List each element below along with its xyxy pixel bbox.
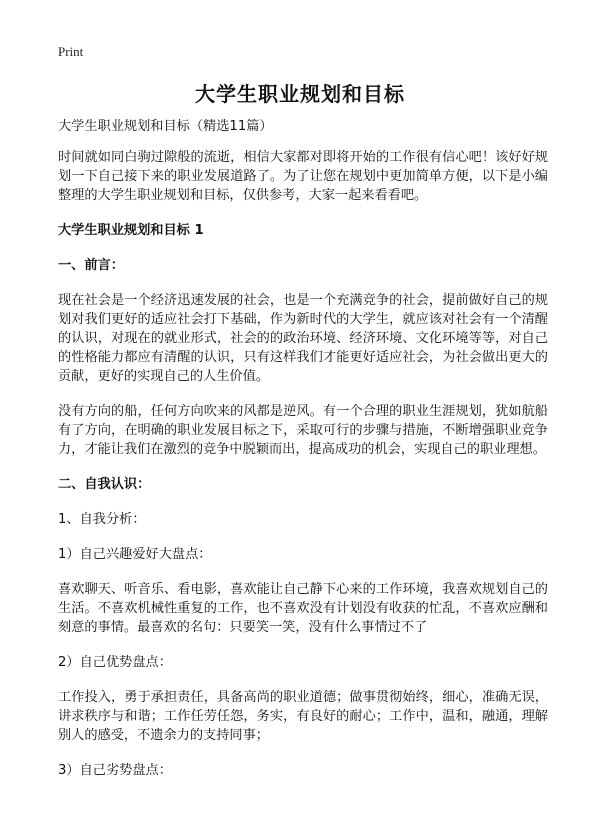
section-heading: 大学生职业规划和目标 1 [58, 223, 204, 238]
preface-paragraph-1: 现在社会是一个经济迅速发展的社会，也是一个充满竞争的社会，提前做好自己的规划对我们更好的适应社会打下基础，作为新时代的大学生，就应该对社会有一个清醒的认识，对现在的就业形式，社会的的政治环境、经济环境、文化环境等等，对自己的性格能力都应有清醒的认识，只有这样我们才能更好适应社会，为社会做出更大的贡献，更好的实现自己的人生价值。 [58, 293, 548, 384]
self-analysis-label: 1、自我分析： [58, 512, 146, 527]
interest-heading: 1）自己兴趣爱好大盘点： [58, 547, 212, 562]
print-link[interactable]: Print [58, 44, 84, 59]
strength-paragraph: 工作投入，勇于承担责任，具备高尚的职业道德；做事贯彻始终，细心，准确无误，讲求秩序与和谐；工作任劳任怨，务实，有良好的耐心；工作中，温和，融通，理解别人的感受，不遗余力的支持同事； [58, 690, 548, 743]
self-awareness-heading: 二、自我认识： [58, 477, 151, 492]
preface-heading: 一、前言： [58, 258, 124, 273]
intro-paragraph: 时间就如同白驹过隙般的流逝，相信大家都对即将开始的工作很有信心吧！该好好规划一下自己接下来的职业发展道路了。为了让您在规划中更加简单方便，以下是小编整理的大学生职业规划和目标，仅供参考，大家一起来看看吧。 [58, 150, 548, 203]
interest-paragraph: 喜欢聊天、听音乐、看电影，喜欢能让自己静下心来的工作环境，我喜欢规划自己的生活。不喜欢机械性重复的工作，也不喜欢没有计划没有收获的忙乱，不喜欢应酬和刻意的事情。最喜欢的名句：只要笑一笑，没有什么事情过不了 [58, 582, 548, 635]
weakness-heading: 3）自己劣势盘点： [58, 763, 172, 778]
document-subtitle: 大学生职业规划和目标（精选11篇） [58, 119, 273, 134]
page-title: 大学生职业规划和目标 [195, 82, 405, 106]
preface-paragraph-2: 没有方向的船，任何方向吹来的风都是逆风。有一个合理的职业生涯规划，犹如航船有了方向，在明确的职业发展目标之下，采取可行的步骤与措施，不断增强职业竞争力，才能让我们在激烈的竞争中脱颖而出，提高成功的机会，实现自己的职业理想。 [58, 404, 548, 457]
document-body [58, 117, 548, 796]
strength-heading: 2）自己优势盘点： [58, 655, 172, 670]
